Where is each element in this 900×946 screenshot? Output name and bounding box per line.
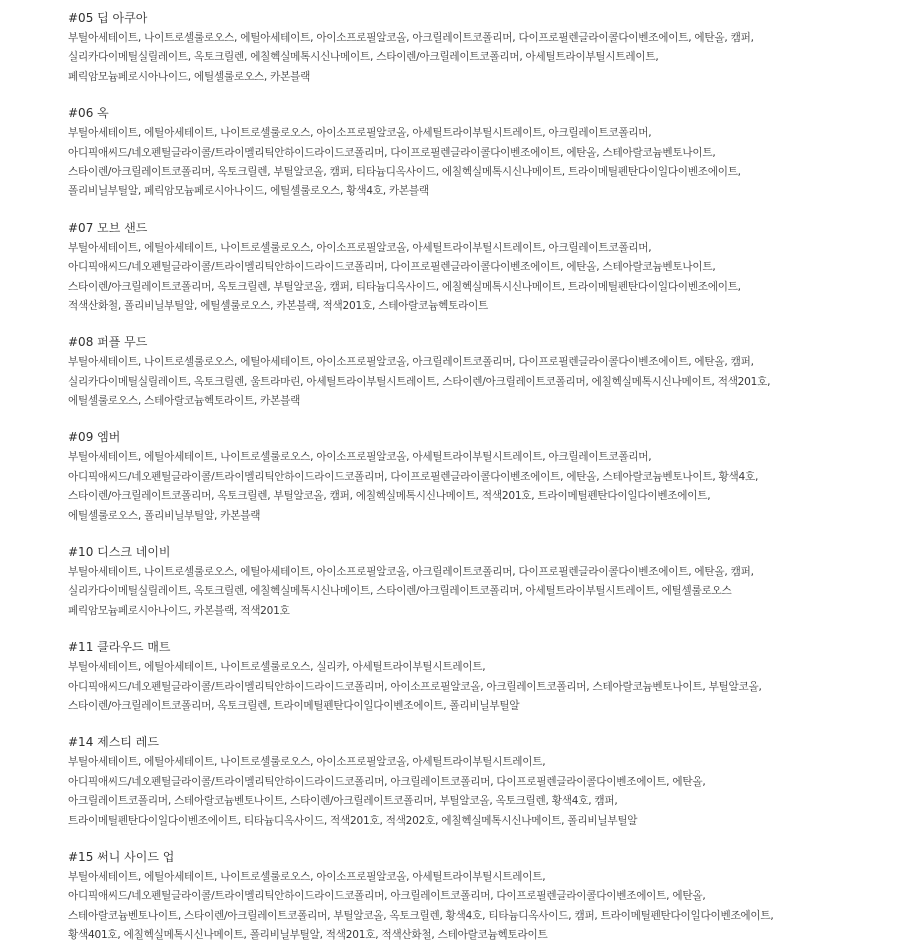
- ingredient-line: 부틸아세테이트, 나이트로셀룰로오스, 에틸아세테이트, 아이소프로필알코올, 아크릴레이트코폴리머, 다이프로필렌글라이콜다이벤조에이트, 에탄올, 캠퍼,: [68, 566, 754, 579]
- ingredient-line: 아디픽애씨드/네오펜틸글라이콜/트라이멜리틱안하이드라이드코폴리머, 아크릴레이트코폴리머, 다이프로필렌글라이콜다이벤조에이트, 에탄올,: [68, 890, 706, 903]
- ingredient-line: 아크릴레이트코폴리머, 스테아랄코늄벤토나이트, 스타이렌/아크릴레이트코폴리머, 부틸알코올, 옥토크릴렌, 황색4호, 캠퍼,: [68, 795, 618, 808]
- ingredient-line: 아디픽애씨드/네오펜틸글라이콜/트라이멜리틱안하이드라이드코폴리머, 다이프로필렌글라이콜다이벤조에이트, 에탄올, 스테아랄코늄벤토나이트,: [68, 261, 716, 274]
- shade-section-06: [68, 105, 900, 202]
- ingredient-line: 스타이렌/아크릴레이트코폴리머, 옥토크릴렌, 트라이메틸펜탄다이일다이벤조에이트, 폴리비닐부틸알: [68, 699, 520, 712]
- ingredient-line: 부틸아세테이트, 나이트로셀룰로오스, 에틸아세테이트, 아이소프로필알코올, 아크릴레이트코폴리머, 다이프로필렌글라이콜다이벤조에이트, 에탄올, 캠퍼,: [68, 32, 754, 44]
- shade-title: #14 제스티 레드: [68, 735, 159, 750]
- ingredient-line: 폴리비닐부틸알, 페릭암모늄페로시아나이드, 에틸셀룰로오스, 황색4호, 카본블랙: [68, 185, 429, 198]
- shade-title: #08 퍼플 무드: [68, 335, 148, 350]
- ingredient-line: 스테아랄코늄벤토나이트, 스타이렌/아크릴레이트코폴리머, 부틸알코올, 옥토크릴렌, 황색4호, 티타늄디옥사이드, 캠퍼, 트라이메틸펜탄다이일다이벤조에이트,: [68, 909, 774, 922]
- shade-title: #05 딥 아쿠아: [68, 11, 148, 25]
- ingredient-line: 실리카다이메틸실릴레이트, 옥토크릴렌, 에칠헥실메톡시신나메이트, 스타이렌/아크릴레이트코폴리머, 아세틸트라이부틸시트레이트,: [68, 51, 659, 64]
- ingredient-line: 아디픽애씨드/네오펜틸글라이콜/트라이멜리틱안하이드라이드코폴리머, 아크릴레이트코폴리머, 다이프로필렌글라이콜다이벤조에이트, 에탄올,: [68, 775, 706, 788]
- ingredient-line: 아디픽애씨드/네오펜틸글라이콜/트라이멜리틱안하이드라이드코폴리머, 아이소프로필알코올, 아크릴레이트코폴리머, 스테아랄코늄벤토나이트, 부틸알코올,: [68, 680, 762, 693]
- ingredient-line: 부틸아세테이트, 에틸아세테이트, 나이트로셀룰로오스, 아이소프로필알코올, 아세틸트라이부틸시트레이트,: [68, 756, 546, 769]
- shade-section-11: [68, 639, 900, 716]
- ingredient-line: 아디픽애씨드/네오펜틸글라이콜/트라이멜리틱안하이드라이드코폴리머, 다이프로필렌글라이콜다이벤조에이트, 에탄올, 스테아랄코늄벤토나이트,: [68, 146, 716, 159]
- ingredient-line: 적색산화철, 폴리비닐부틸알, 에틸셀룰로오스, 카본블랙, 적색201호, 스테아랄코늄헥토라이트: [68, 299, 489, 312]
- shade-title: #07 모브 샌드: [68, 220, 148, 235]
- shade-section-14: [68, 734, 900, 831]
- ingredient-line: 트라이메틸펜탄다이일다이벤조에이트, 티타늄디옥사이드, 적색201호, 적색202호, 에칠헥실메톡시신나메이트, 폴리비닐부틸알: [68, 814, 638, 827]
- ingredient-line: 에틸셀룰로오스, 폴리비닐부틸알, 카본블랙: [68, 509, 261, 522]
- ingredient-line: 아디픽애씨드/네오펜틸글라이콜/트라이멜리틱안하이드라이드코폴리머, 다이프로필렌글라이콜다이벤조에이트, 에탄올, 스테아랄코늄벤토나이트, 황색4호,: [68, 470, 759, 483]
- ingredient-line: 스타이렌/아크릴레이트코폴리머, 옥토크릴렌, 부틸알코올, 캠퍼, 티타늄디옥사이드, 에칠헥실메톡시신나메이트, 트라이메틸펜탄다이일다이벤조에이트,: [68, 280, 741, 293]
- ingredient-line: 부틸아세테이트, 에틸아세테이트, 나이트로셀룰로오스, 아이소프로필알코올, 아세틸트라이부틸시트레이트, 아크릴레이트코폴리머,: [68, 451, 652, 464]
- ingredient-line: 페릭암모늄페로시아나이드, 카본블랙, 적색201호: [68, 604, 290, 617]
- ingredient-line: 황색401호, 에칠헥실메톡시신나메이트, 폴리비닐부틸알, 적색201호, 적색산화철, 스테아랄코늄헥토라이트: [68, 929, 548, 942]
- ingredient-line: 페릭암모늄페로시아나이드, 에틸셀룰로오스, 카본블랙: [68, 70, 311, 83]
- shade-title: #11 클라우드 매트: [68, 640, 171, 655]
- shade-section-09: [68, 429, 900, 526]
- ingredient-line: 부틸아세테이트, 나이트로셀룰로오스, 에틸아세테이트, 아이소프로필알코올, 아크릴레이트코폴리머, 다이프로필렌글라이콜다이벤조에이트, 에탄올, 캠퍼,: [68, 356, 754, 369]
- ingredient-line: 실리카다이메틸실릴레이트, 옥토크릴렌, 울트라마린, 아세틸트라이부틸시트레이트, 스타이렌/아크릴레이트코폴리머, 에칠헥실메톡시신나메이트, 적색201호,: [68, 375, 771, 388]
- ingredient-line: 부틸아세테이트, 에틸아세테이트, 나이트로셀룰로오스, 아이소프로필알코올, 아세틸트라이부틸시트레이트, 아크릴레이트코폴리머,: [68, 127, 652, 140]
- shade-title: #06 옥: [68, 106, 109, 121]
- ingredient-line: 스타이렌/아크릴레이트코폴리머, 옥토크릴렌, 부틸알코올, 캠퍼, 에칠헥실메톡시신나메이트, 적색201호, 트라이메틸펜탄다이일다이벤조에이트,: [68, 490, 711, 503]
- ingredient-line: 부틸아세테이트, 에틸아세테이트, 나이트로셀룰로오스, 아이소프로필알코올, 아세틸트라이부틸시트레이트, 아크릴레이트코폴리머,: [68, 241, 652, 254]
- ingredient-line: 부틸아세테이트, 에틸아세테이트, 나이트로셀룰로오스, 실리카, 아세틸트라이부틸시트레이트,: [68, 661, 486, 674]
- shade-title: #10 디스크 네이비: [68, 545, 171, 560]
- shade-section-08: [68, 334, 900, 411]
- ingredient-line: 실리카다이메틸실릴레이트, 옥토크릴렌, 에칠헥실메톡시신나메이트, 스타이렌/아크릴레이트코폴리머, 아세틸트라이부틸시트레이트, 에틸셀룰로오스: [68, 585, 732, 598]
- ingredient-line: 에틸셀룰로오스, 스테아랄코늄헥토라이트, 카본블랙: [68, 395, 301, 408]
- ingredient-line: 부틸아세테이트, 에틸아세테이트, 나이트로셀룰로오스, 아이소프로필알코올, 아세틸트라이부틸시트레이트,: [68, 870, 546, 883]
- shade-section-05: [68, 10, 900, 87]
- shade-title: #15 써니 사이드 업: [68, 849, 175, 864]
- shade-section-15: [68, 849, 900, 946]
- shade-title: #09 엠버: [68, 430, 121, 445]
- shade-section-10: [68, 544, 900, 621]
- shade-section-07: [68, 220, 900, 317]
- ingredient-line: 스타이렌/아크릴레이트코폴리머, 옥토크릴렌, 부틸알코올, 캠퍼, 티타늄디옥사이드, 에칠헥실메톡시신나메이트, 트라이메틸펜탄다이일다이벤조에이트,: [68, 165, 741, 178]
